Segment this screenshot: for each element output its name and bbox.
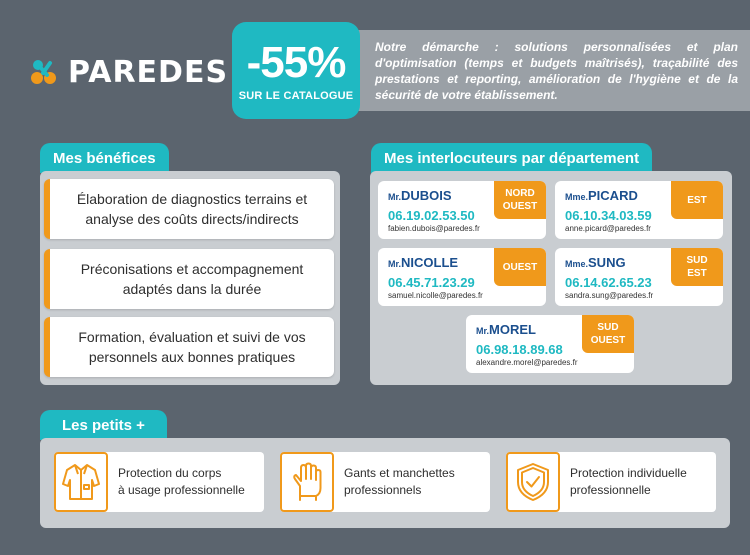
- benefit-item: Formation, évaluation et suivi de vos personnels aux bonnes pratiques: [44, 317, 334, 377]
- contacts-title: Mes interlocuteurs par département: [371, 143, 652, 173]
- promo-badge: [232, 22, 360, 119]
- department-badge: SUD EST: [671, 248, 723, 286]
- plus-item-individual-protection: [506, 452, 716, 512]
- contact-phone[interactable]: 06.45.71.23.29: [388, 275, 475, 290]
- plus-title: Les petits +: [40, 410, 167, 440]
- benefits-panel: [40, 171, 340, 385]
- contact-name: Mme.SUNG: [565, 255, 626, 270]
- department-badge: NORD OUEST: [494, 181, 546, 219]
- plus-item-label: Gants et manchettes professionnels: [344, 466, 455, 497]
- benefit-item: Préconisations et accompagnement adaptés dans la durée: [44, 249, 334, 309]
- contact-phone[interactable]: 06.14.62.65.23: [565, 275, 652, 290]
- contact-phone[interactable]: 06.10.34.03.59: [565, 208, 652, 223]
- brand-logo: [30, 55, 228, 90]
- plus-item-gloves: [280, 452, 490, 512]
- intro-text: Notre démarche : solutions personnalisées et plan d'optimisation (temps et budgets maîtrisés), traçabilité des prestations et reporting, amélioration de l'hygiène et de la sécurité de votre établissement.: [375, 40, 738, 102]
- contact-name: Mr.MOREL: [476, 322, 536, 337]
- contact-card-sung: [555, 248, 723, 306]
- contact-email[interactable]: samuel.nicolle@paredes.fr: [388, 291, 483, 300]
- benefit-item: Élaboration de diagnostics terrains et analyse des coûts directs/indirects: [44, 179, 334, 239]
- glove-icon: [280, 452, 334, 512]
- contact-card-morel: [466, 315, 634, 373]
- plus-item-body-protection: [54, 452, 264, 512]
- department-badge: OUEST: [494, 248, 546, 286]
- contact-email[interactable]: alexandre.morel@paredes.fr: [476, 358, 578, 367]
- contact-email[interactable]: fabien.dubois@paredes.fr: [388, 224, 480, 233]
- contact-name: Mr.NICOLLE: [388, 255, 459, 270]
- contact-email[interactable]: sandra.sung@paredes.fr: [565, 291, 654, 300]
- contact-phone[interactable]: 06.98.18.89.68: [476, 342, 563, 357]
- contact-email[interactable]: anne.picard@paredes.fr: [565, 224, 651, 233]
- coat-icon: [54, 452, 108, 512]
- contact-name: Mr.DUBOIS: [388, 188, 452, 203]
- contact-card-picard: [555, 181, 723, 239]
- contact-card-nicolle: [378, 248, 546, 306]
- plus-item-label: Protection individuelle professionnelle: [570, 466, 687, 497]
- intro-banner: [355, 30, 750, 111]
- department-badge: SUD OUEST: [582, 315, 634, 353]
- brand-name: PAREDES: [68, 55, 229, 90]
- paredes-logo-icon: [30, 58, 60, 88]
- benefits-title: Mes bénéfices: [40, 143, 169, 173]
- department-badge: EST: [671, 181, 723, 219]
- plus-item-label: Protection du corps à usage professionnelle: [118, 466, 245, 497]
- promo-discount: -55%: [246, 37, 346, 87]
- shield-check-icon: [506, 452, 560, 512]
- contact-phone[interactable]: 06.19.02.53.50: [388, 208, 475, 223]
- promo-subtitle: SUR LE CATALOGUE: [238, 89, 354, 102]
- contact-card-dubois: [378, 181, 546, 239]
- contact-name: Mme.PICARD: [565, 188, 638, 203]
- plus-panel: [40, 438, 730, 528]
- contacts-panel: [370, 171, 732, 385]
